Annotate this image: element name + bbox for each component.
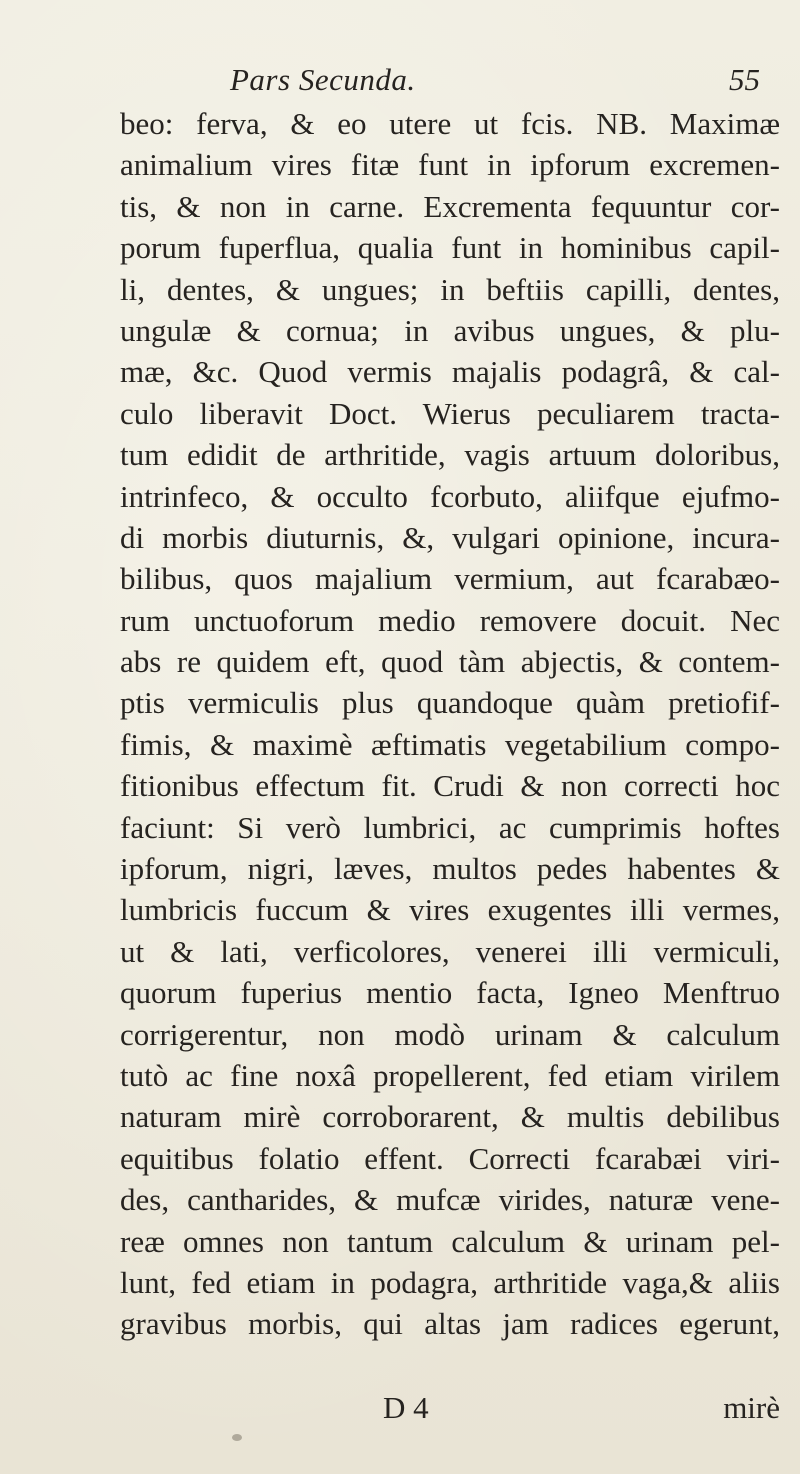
ink-blot [232, 1434, 242, 1441]
text-line: mæ, &c. Quod vermis majalis podagrâ, & cal- [120, 354, 780, 390]
body-text [120, 103, 780, 1345]
text-line: fimis, & maximè æftimatis vegetabilium compo- [120, 726, 780, 762]
text-line: ungulæ & cornua; in avibus ungues, & plu- [120, 312, 780, 348]
catchword: mirè [723, 1390, 780, 1425]
text-line: naturam mirè corroborarent, & multis debilibus [120, 1099, 780, 1135]
text-line: tis, & non in carne. Excrementa fequuntur cor- [120, 188, 780, 224]
text-line: animalium vires fitæ funt in ipforum excremen- [120, 147, 780, 183]
text-line: li, dentes, & ungues; in beftiis capilli, dentes, [120, 271, 780, 307]
text-line: faciunt: Si verò lumbrici, ac cumprimis hoftes [120, 809, 780, 845]
signature-mark: D 4 [383, 1390, 429, 1425]
text-line: culo liberavit Doct. Wierus peculiarem tracta- [120, 395, 780, 431]
text-line: corrigerentur, non modò urinam & calculum [120, 1016, 780, 1052]
text-line: ut & lati, verficolores, venerei illi vermiculi, [120, 933, 780, 969]
text-line: lumbricis fuccum & vires exugentes illi vermes, [120, 892, 780, 928]
running-head [230, 62, 770, 102]
text-line: beo: ferva, & eo utere ut fcis. NB. Maximæ [120, 106, 780, 141]
text-line: reæ omnes non tantum calculum & urinam pel- [120, 1223, 780, 1259]
text-line: abs re quidem eft, quod tàm abjectis, & contem- [120, 644, 780, 680]
text-line: lunt, fed etiam in podagra, arthritide vaga,& aliis [120, 1264, 780, 1300]
page-number: 55 [729, 62, 760, 97]
text-line: tum edidit de arthritide, vagis artuum doloribus, [120, 437, 780, 473]
running-title: Pars Secunda. [230, 62, 416, 97]
text-line: ptis vermiculis plus quandoque quàm pretiofif- [120, 685, 780, 721]
text-line: gravibus morbis, qui altas jam radices egerunt, [120, 1306, 780, 1342]
page-footer [120, 1390, 780, 1431]
text-line: des, cantharides, & mufcæ virides, naturæ vene- [120, 1182, 780, 1218]
text-line: ipforum, nigri, læves, multos pedes habentes & [120, 851, 780, 887]
text-line: rum unctuoforum medio removere docuit. Nec [120, 602, 780, 638]
text-line: di morbis diuturnis, &, vulgari opinione, incura- [120, 519, 780, 555]
text-line: equitibus folatio effent. Correcti fcarabæi viri- [120, 1140, 780, 1176]
text-line: intrinfeco, & occulto fcorbuto, aliifque ejufmo- [120, 478, 780, 514]
text-line: fitionibus effectum fit. Crudi & non correcti hoc [120, 768, 780, 804]
text-line: tutò ac fine noxâ propellerent, fed etiam virilem [120, 1057, 780, 1093]
text-line: porum fuperflua, qualia funt in hominibus capil- [120, 230, 780, 266]
text-line: bilibus, quos majalium vermium, aut fcarabæo- [120, 561, 780, 597]
text-line: quorum fuperius mentio facta, Igneo Menftruo [120, 975, 780, 1011]
